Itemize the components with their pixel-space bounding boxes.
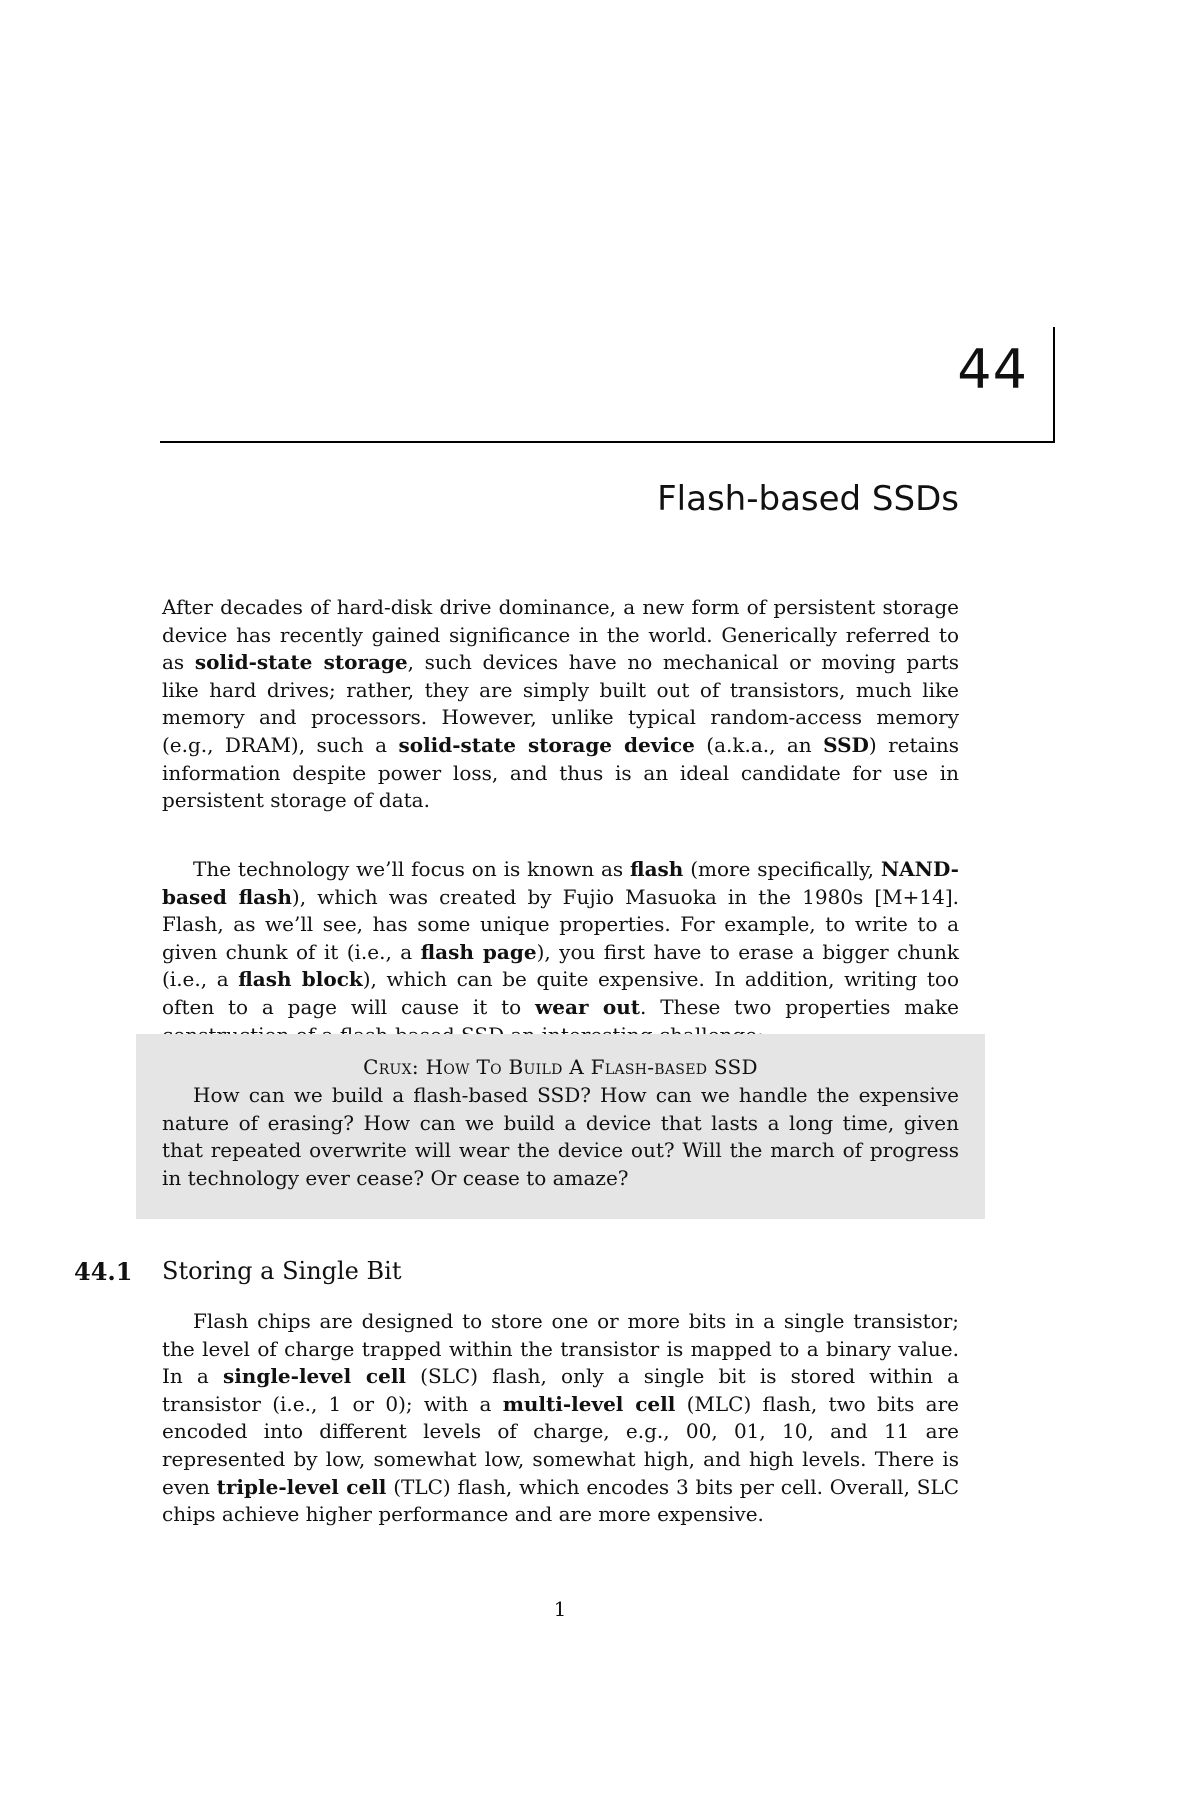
bold-term: flash block: [238, 967, 363, 992]
chapter-title: Flash-based SSDs: [657, 479, 959, 519]
bold-term: wear out: [535, 994, 641, 1019]
bold-term: flash page: [420, 939, 537, 964]
bold-term: SSD: [823, 732, 869, 757]
section-title: Storing a Single Bit: [162, 1257, 402, 1285]
bold-term: solid-state storage device: [398, 732, 695, 757]
section-number: 44.1: [74, 1257, 133, 1286]
page-number: 1: [553, 1597, 567, 1621]
bold-term: single-level cell: [222, 1364, 407, 1389]
crux-box: [136, 1034, 985, 1219]
intro-paragraph-2: The technology we’ll focus on is known as flash (more specifically, NAND-based flash), which was created by Fujio Masuoka in the 1980s [M+14]. Flash, as we’ll see, has some unique properties. For example, to write to a given chunk of it (i.e., a flash page), you first have to erase a bigger chunk (i.e., a flash block), which can be quite expensive. In addition, writing too often to a page will cause it to wear out. These two properties make: [162, 857, 960, 1019]
crux-body: How can we build a flash-based SSD? How can we handle the expensive nature of erasing? How can we build a device that lasts a long time, given that repeated overwrite will wear the device out? Will the march of progress in technology ever cease? Or cease to amaze?: [162, 1083, 959, 1190]
chapter-number: 44: [957, 338, 1028, 401]
bold-term: triple-level cell: [216, 1474, 387, 1499]
bold-term: NAND-based flash: [162, 857, 959, 909]
bold-term: flash: [630, 857, 684, 881]
bold-term: solid-state storage: [194, 650, 408, 675]
chapter-vertical-rule: [1053, 327, 1055, 443]
crux-title: Crux: How To Build A Flash-based SSD: [363, 1055, 758, 1079]
bold-term: multi-level cell: [502, 1391, 676, 1416]
section-paragraph-1: Flash chips are designed to store one or more bits in a single transistor; the level of charge trapped within the transistor is mapped to a binary value. In a single-level cell (SLC) flash, only a single bit is stored within a transistor (i.e., 1 or 0); with a multi-level cell (MLC) flash, two bits are encoded into different levels of charge, e.g., 00, 01, 10, and 11 are represented by low, somewhat low, somewhat high, and high levels. There is even triple-level cell (TLC) flash, which encodes 3 bits per cell. Overall, SLC chips achieve higher performance and are more expensive.: [162, 1309, 960, 1527]
intro-paragraph-1: After decades of hard-disk drive dominance, a new form of persistent storage device has recently gained significance in the world. Generically referred to as solid-state storage, such devices have no mechanical or moving parts like hard drives; rather, they are simply built out of transistors, much like memory and processors. However, unlike typical random-access memory (e.g., DRAM), such a solid-state storage device (a.k.a., an SSD) retains information despite power loss, and thus is an ideal candidate for use in persistent storage of data.: [162, 595, 959, 813]
chapter-horizontal-rule: [160, 441, 1055, 443]
